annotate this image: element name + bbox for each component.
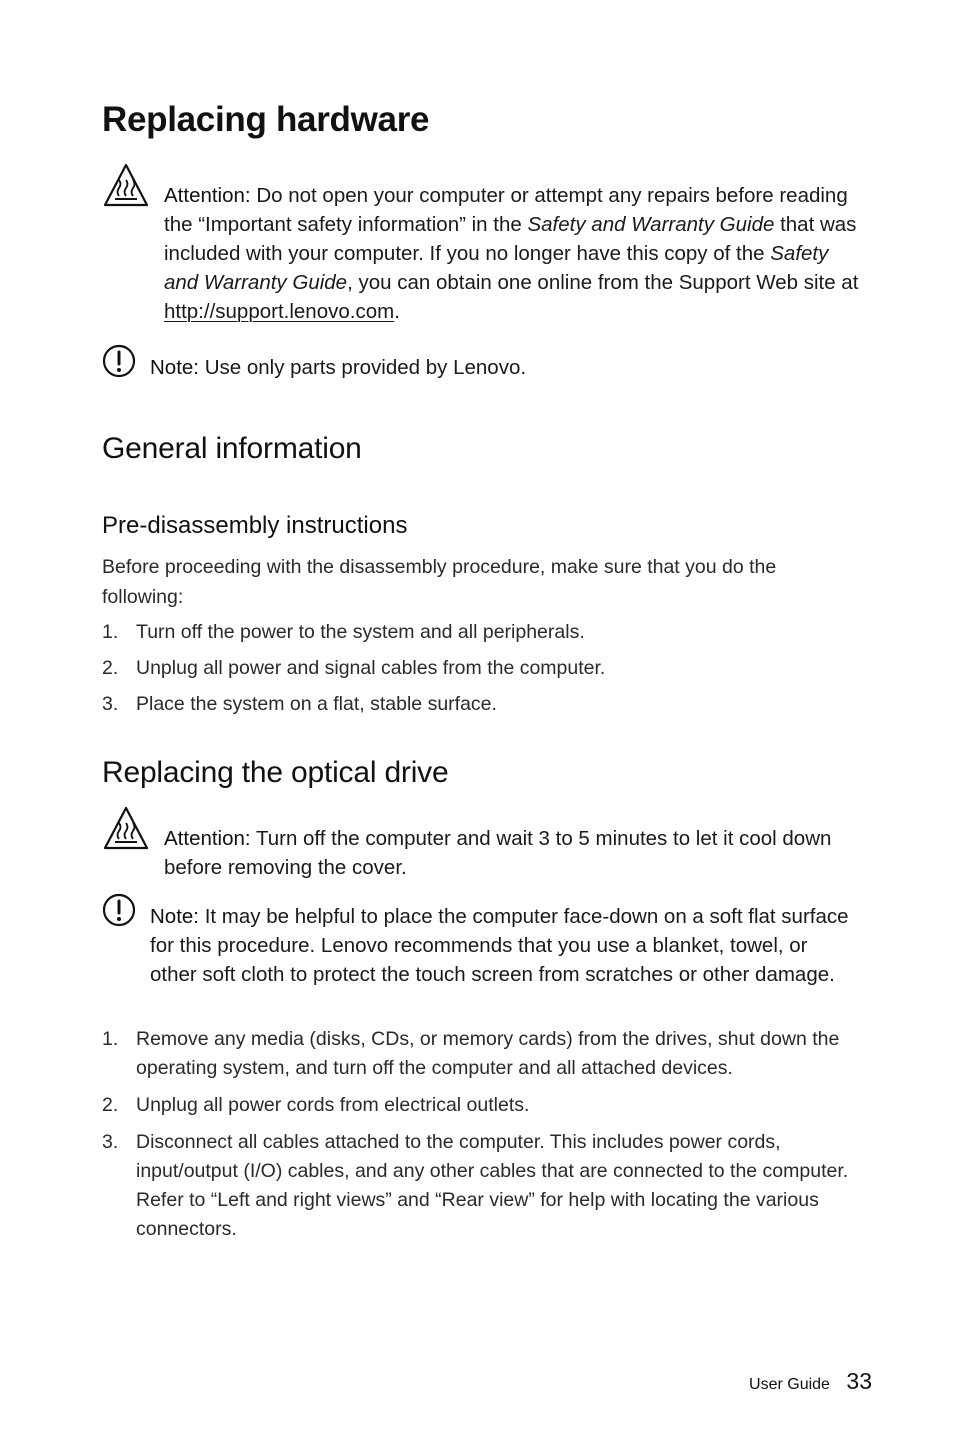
support-link[interactable]: http://support.lenovo.com [164,300,395,323]
list-item: 3. Disconnect all cables attached to the computer. This includes power cords, input/output (I/O) cables, and any other cables that are connected to the computer. Refer to “Left and right views” and “Rear view” for help with locating the various connectors. [102,1131,849,1240]
intro-paragraph: Before proceeding with the disassembly procedure, make sure that you do the following: [102,556,777,608]
page-footer [700,1368,872,1395]
guide-title-italic: Safety and Warranty Guide [527,213,775,236]
attention-callout [164,181,864,326]
hot-surface-warning-icon [102,162,150,208]
list-item: 1. Remove any media (disks, CDs, or memory cards) from the drives, shut down the operating system, and turn off the computer and all attached devices. [102,1028,840,1079]
hot-surface-warning-icon [102,805,150,851]
attention-label: Attention: [164,184,251,207]
list-item: 2. Unplug all power cords from electrical outlets. [102,1094,530,1116]
exclamation-circle-icon [102,893,136,927]
note-label: Note: [150,905,199,928]
subsection-heading-pre-disassembly: Pre-disassembly instructions [102,512,408,539]
attention-label: Attention: [164,827,251,850]
footer-label: User Guide [749,1376,830,1393]
section-heading-general: General information [102,432,362,465]
attention-callout [164,824,854,882]
page-title: Replacing hardware [102,100,430,139]
note-callout [150,902,850,989]
guide-title-italic: Safety and Warranty Guide [164,242,829,294]
note-text: It may be helpful to place the computer face-down on a soft flat surface for this procedure. Lenovo recommends that you use a blanket, towel, or other soft cloth to protect the touch screen from scratches or other damage. [150,905,849,986]
note-callout [150,353,850,382]
attention-text: Turn off the computer and wait 3 to 5 minutes to let it cool down before removing the cover. [164,827,832,879]
attention-text-b: that was included with your computer. If you no longer have this copy of the [164,213,857,265]
pre-disassembly-steps [102,618,862,719]
note-text: Use only parts provided by Lenovo. [199,356,527,379]
note-label: Note: [150,356,199,379]
attention-text-a: Do not open your computer or attempt any repairs before reading the “Important safety information” in the [164,184,848,236]
section-heading-optical-drive: Replacing the optical drive [102,756,449,789]
list-item: 1. Turn off the power to the system and all peripherals. [102,621,585,643]
optical-drive-steps [102,1025,872,1244]
exclamation-circle-icon [102,344,136,378]
page-number: 33 [846,1368,872,1394]
list-item: 3. Place the system on a flat, stable surface. [102,693,497,715]
attention-text-c: , you can obtain one online from the Support Web site at [347,271,859,294]
attention-text-d: . [394,300,400,323]
list-item: 2. Unplug all power and signal cables from the computer. [102,657,606,679]
